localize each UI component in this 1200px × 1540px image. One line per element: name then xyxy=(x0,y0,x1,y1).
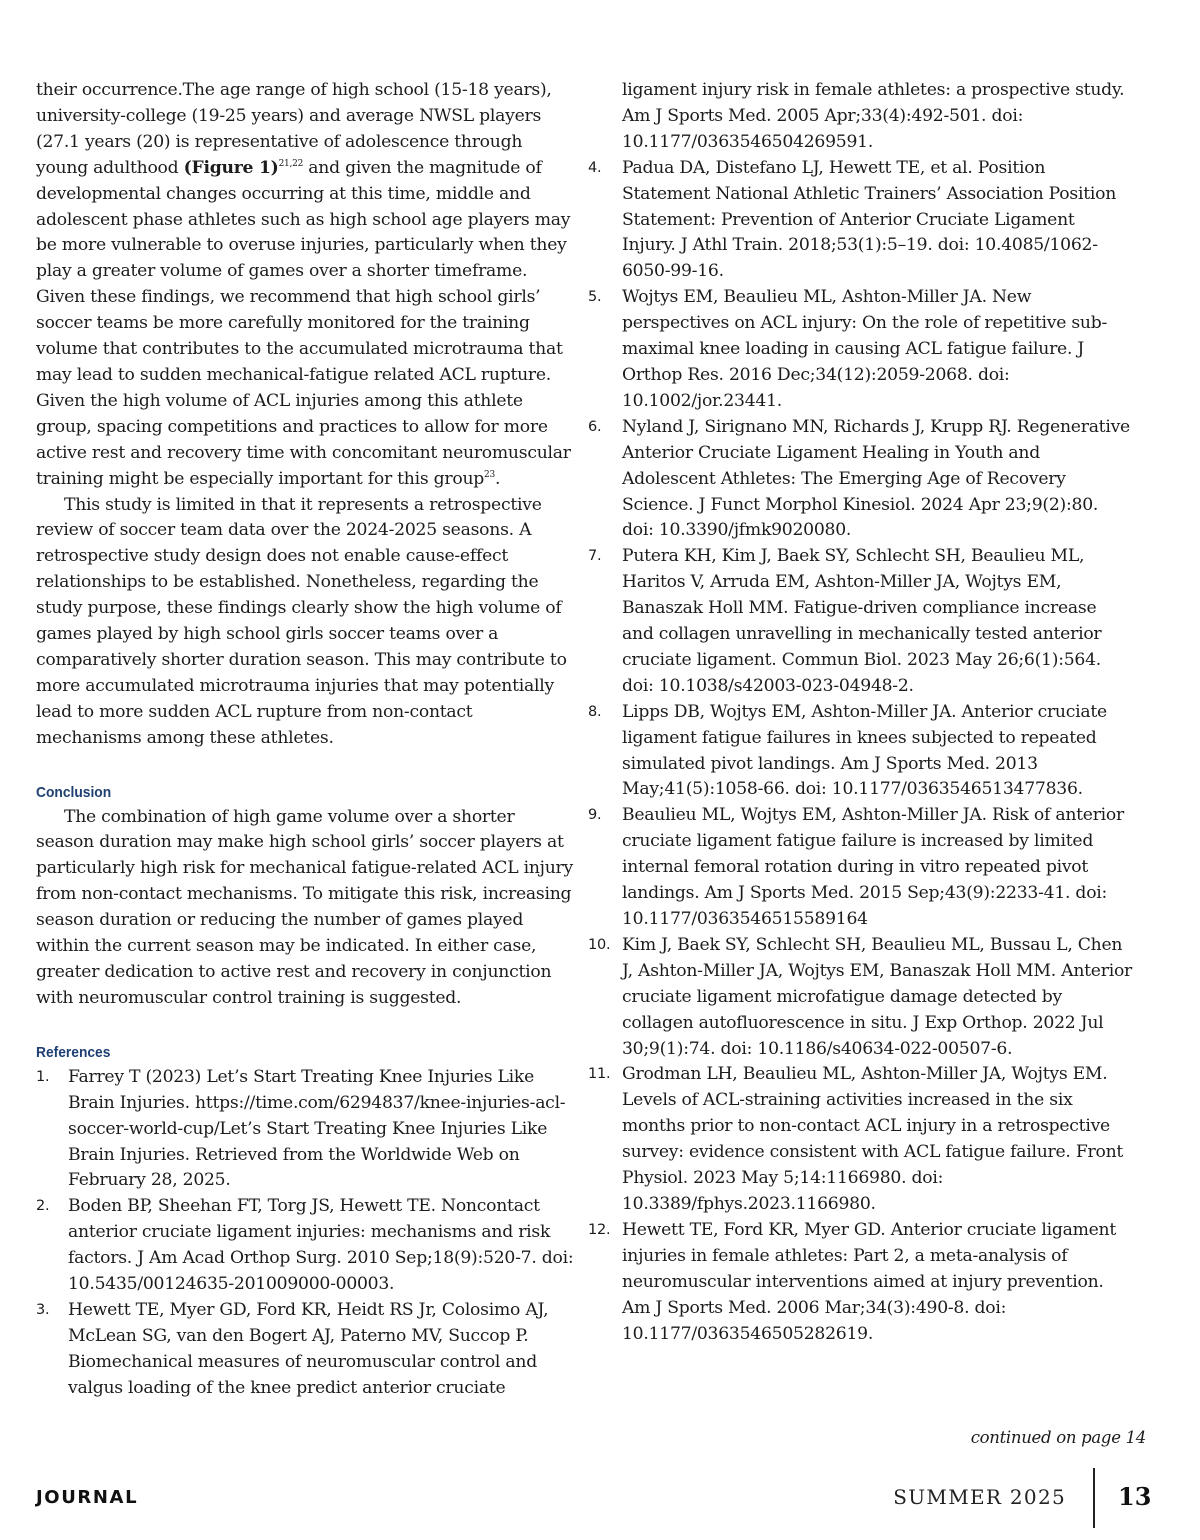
reference-number: 6. xyxy=(588,418,602,435)
reference-item-continuation xyxy=(588,78,1133,156)
reference-item xyxy=(588,1062,1133,1217)
reference-item xyxy=(36,1065,574,1195)
paragraph-text: and given the magnitude of developmental changes occurring at this time, middle and adolescent phase athletes such as high school age players may be more vulnerable to overuse injuries, particularly when they play a greater volume of games over a shorter timeframe. Given these findings, we recommend that high school girls’ soccer teams be more carefully monitored for the training volume that contributes to the accumulated microtrauma that may lead to sudden mechanical-fatigue related ACL rupture. Given the high volume of ACL injuries among this athlete group, spacing competitions and practices to allow for more active rest and recovery time with concomitant neuromuscular training might be especially important for this group xyxy=(36,157,571,489)
reference-item xyxy=(588,156,1133,286)
reference-text: Grodman LH, Beaulieu ML, Ashton-Miller JA, Wojtys EM. Levels of ACL-straining activities increased in the six months prior to non-contact ACL injury in a retrospective survey: evidence consistent with ACL fatigue failure. Front Physiol. 2023 May 5;14:1166980. doi: 10.3389/fphys.2023.1166980. xyxy=(622,1064,1124,1214)
citation-superscript: 23 xyxy=(484,469,495,480)
reference-item xyxy=(36,1298,574,1402)
reference-number: 11. xyxy=(588,1066,611,1083)
reference-number: 2. xyxy=(36,1198,50,1215)
reference-item xyxy=(588,700,1133,804)
page-number: 13 xyxy=(1118,1482,1152,1511)
reference-text: Beaulieu ML, Wojtys EM, Ashton-Miller JA. Risk of anterior cruciate ligament fatigue failure is increased by limited internal femoral rotation during in vitro repeated pivot landings. Am J Sports Med. 2015 Sep;43(9):2233-41. doi: 10.1177/0363546515589164 xyxy=(622,805,1124,929)
reference-text: ligament injury risk in female athletes: a prospective study. Am J Sports Med. 2005 Apr;33(4):492-501. doi: 10.1177/0363546504269591. xyxy=(622,80,1125,152)
reference-item xyxy=(588,415,1133,545)
footer-divider xyxy=(1093,1468,1095,1528)
reference-text: Padua DA, Distefano LJ, Hewett TE, et al. Position Statement National Athletic Trainers’ Association Position Statement: Prevention of Anterior Cruciate Ligament Injury. J Athl Train. 2018;53(1):5–19. doi: 10.4085/1062-6050-99-16. xyxy=(622,157,1117,282)
references-list-continued xyxy=(588,78,1133,1347)
references-list xyxy=(36,1065,574,1402)
right-column xyxy=(588,78,1133,1347)
reference-text: Hewett TE, Myer GD, Ford KR, Heidt RS Jr, Colosimo AJ, McLean SG, van den Bogert AJ, Paterno MV, Succop P. Biomechanical measures of neuromuscular control and valgus loading of the knee predict anterior cruciate xyxy=(68,1299,549,1398)
footer-journal-title: JOURNAL xyxy=(36,1487,139,1508)
reference-number: 7. xyxy=(588,548,602,565)
reference-number: 4. xyxy=(588,159,602,176)
reference-number: 9. xyxy=(588,807,602,824)
conclusion-paragraph: The combination of high game volume over a shorter season duration may make high school girls’ soccer players at particularly high risk for mechanical fatigue-related ACL injury from non-contact mechanisms. To mitigate this risk, increasing season duration or reducing the number of games played within the current season may be indicated. In either case, greater dedication to active rest and recovery in conjunction with neuromuscular control training is suggested. xyxy=(36,806,573,1008)
left-column xyxy=(36,78,574,1402)
reference-text: Hewett TE, Ford KR, Myer GD. Anterior cruciate ligament injuries in female athletes: Part 2, a meta-analysis of neuromuscular interventions aimed at injury prevention. Am J Sports Med. 2006 Mar;34(3):490-8. doi: 10.1177/0363546505282619. xyxy=(622,1219,1117,1344)
paragraph-text: . xyxy=(495,468,501,489)
paragraph-text: their occurrence.The age range of high school (15-18 years), university-college (19-25 years) and average NWSL players (27.1 years (20) is representative of adolescence through young adulthood xyxy=(36,80,552,178)
reference-text: Wojtys EM, Beaulieu ML, Ashton-Miller JA. New perspectives on ACL injury: On the role of repetitive sub-maximal knee loading in causing ACL fatigue failure. J Orthop Res. 2016 Dec;34(12):2059-2068. doi: 10.1002/jor.23441. xyxy=(622,287,1108,411)
continued-note: continued on page 14 xyxy=(970,1428,1146,1447)
limitations-paragraph: This study is limited in that it represents a retrospective review of soccer team data over the 2024-2025 seasons. A retrospective study design does not enable cause-effect relationships to be established. Nonetheless, regarding the study purpose, these findings clearly show the high volume of games played by high school girls soccer teams over a comparatively shorter duration season. This may contribute to more accumulated microtrauma injuries that may potentially lead to more sudden ACL rupture from non-contact mechanisms among these athletes. xyxy=(36,494,567,748)
body-paragraph xyxy=(36,78,574,493)
reference-number: 5. xyxy=(588,289,602,306)
footer-issue-label: SUMMER 2025 xyxy=(893,1485,1066,1509)
reference-item xyxy=(588,803,1133,933)
reference-number: 12. xyxy=(588,1221,611,1238)
reference-text: Farrey T (2023) Let’s Start Treating Knee Injuries Like Brain Injuries. https://time.com/6294837/knee-injuries-acl-soccer-world-cup/Let’s Start Treating Knee Injuries Like Brain Injuries. Retrieved from the Worldwide Web on February 28, 2025. xyxy=(68,1066,566,1191)
reference-text: Kim J, Baek SY, Schlecht SH, Beaulieu ML, Bussau L, Chen J, Ashton-Miller JA, Wojtys EM, Banaszak Holl MM. Anterior cruciate ligament microfatigue damage detected by collagen autofluorescence in situ. J Exp Orthop. 2022 Jul 30;9(1):74. doi: 10.1186/s40634-022-00507-6. xyxy=(622,934,1133,1059)
reference-number: 1. xyxy=(36,1068,50,1085)
reference-number: 8. xyxy=(588,703,602,720)
reference-number: 10. xyxy=(588,936,611,953)
reference-item xyxy=(588,933,1133,1063)
reference-text: Putera KH, Kim J, Baek SY, Schlecht SH, Beaulieu ML, Haritos V, Arruda EM, Ashton-Miller JA, Wojtys EM, Banaszak Holl MM. Fatigue-driven compliance increase and collagen unravelling in mechanically tested anterior cruciate ligament. Commun Biol. 2023 May 26;6(1):564. doi: 10.1038/s42003-023-04948-2. xyxy=(622,546,1102,696)
reference-text: Nyland J, Sirignano MN, Richards J, Krupp RJ. Regenerative Anterior Cruciate Ligament Healing in Youth and Adolescent Athletes: The Emerging Age of Recovery Science. J Funct Morphol Kinesiol. 2024 Apr 23;9(2):80. doi: 10.3390/jfmk9020080. xyxy=(622,416,1130,541)
reference-number: 3. xyxy=(36,1301,50,1318)
reference-item xyxy=(588,544,1133,699)
reference-item xyxy=(588,285,1133,415)
reference-item xyxy=(588,1218,1133,1348)
references-heading: References xyxy=(36,1043,111,1061)
citation-superscript: 21,22 xyxy=(278,158,304,169)
reference-text: Lipps DB, Wojtys EM, Ashton-Miller JA. Anterior cruciate ligament fatigue failures in knees subjected to repeated simulated pivot landings. Am J Sports Med. 2013 May;41(5):1058-66. doi: 10.1177/0363546513477836. xyxy=(622,701,1107,800)
conclusion-heading: Conclusion xyxy=(36,783,112,801)
figure-reference: (Figure 1) xyxy=(183,157,279,178)
reference-text: Boden BP, Sheehan FT, Torg JS, Hewett TE. Noncontact anterior cruciate ligament injuries: mechanisms and risk factors. J Am Acad Orthop Surg. 2010 Sep;18(9):520-7. doi: 10.5435/00124635-201009000-00003. xyxy=(68,1196,574,1295)
reference-item xyxy=(36,1194,574,1298)
